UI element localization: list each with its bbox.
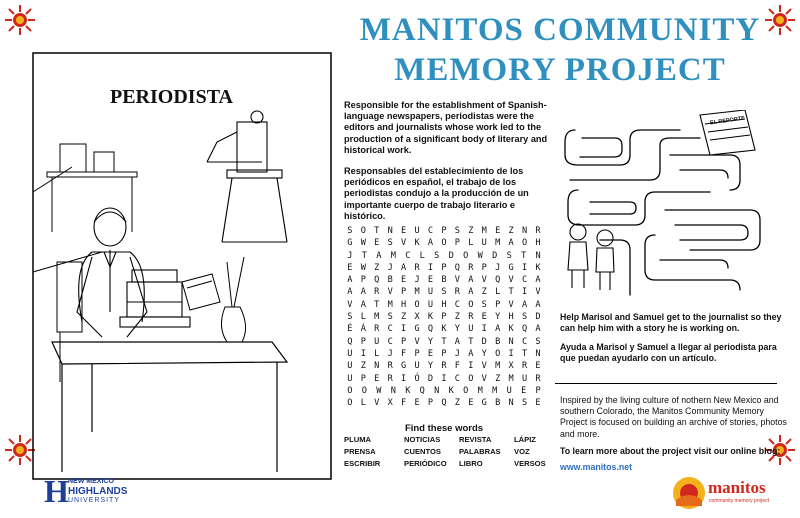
word-list-item: VOZ	[514, 447, 530, 456]
word-search-letter: Z	[481, 287, 487, 298]
word-list-item: REVISTA	[459, 435, 492, 444]
word-search-row	[344, 311, 544, 323]
word-search-letter: U	[468, 324, 474, 335]
word-search-letter: S	[535, 336, 541, 347]
word-search-letter: O	[495, 348, 501, 359]
word-search-letter: N	[508, 398, 514, 409]
word-search-letter: G	[347, 238, 353, 249]
word-search-letter: E	[427, 348, 434, 359]
blog-cta: To learn more about the project visit our online blog:	[560, 446, 781, 456]
page-title-line-2: MEMORY PROJECT	[394, 52, 726, 88]
newspaper-label: EL REPORTE	[709, 115, 746, 127]
word-search-letter: H	[441, 299, 447, 310]
coloring-illustration	[32, 52, 332, 480]
word-search-letter: O	[468, 373, 474, 384]
word-search-letter: E	[495, 226, 501, 236]
word-search-letter: P	[481, 262, 487, 273]
word-search-letter: Q	[347, 336, 353, 347]
word-search-letter: Ó	[414, 373, 420, 384]
word-search-letter: W	[360, 238, 366, 249]
word-search-letter: J	[495, 262, 501, 273]
word-search-letter: Z	[495, 373, 501, 384]
word-search-letter: W	[477, 250, 483, 261]
word-search-row	[344, 286, 544, 298]
word-search-letter: V	[508, 275, 514, 286]
word-search-letter: L	[468, 238, 474, 249]
manitos-name: manitos	[708, 478, 766, 497]
word-search-letter: X	[508, 361, 514, 372]
word-search-letter: N	[535, 250, 541, 261]
word-search-letter: A	[427, 238, 434, 249]
word-search-letter: T	[441, 336, 447, 347]
word-search-letter: A	[360, 299, 366, 310]
word-search-letter: V	[414, 336, 420, 347]
word-search-letter: V	[401, 238, 407, 249]
word-search-letter: T	[374, 226, 380, 236]
word-search-letter: W	[360, 262, 366, 273]
word-search-letter: E	[374, 373, 380, 384]
word-search-letter: W	[376, 385, 382, 396]
word-search-letter: L	[360, 398, 366, 409]
word-search-letter: I	[427, 262, 434, 273]
word-search-letter: N	[387, 226, 393, 236]
word-search-letter: L	[419, 250, 425, 261]
word-search-letter: H	[535, 238, 541, 249]
word-search-letter: P	[401, 336, 407, 347]
word-search-letter: A	[535, 275, 541, 286]
word-search-letter: T	[468, 336, 474, 347]
word-search-letter: R	[374, 324, 380, 335]
word-search-letter: K	[414, 238, 420, 249]
word-search-letter: C	[405, 250, 411, 261]
word-search-letter: R	[535, 226, 541, 236]
word-search-letter: S	[506, 250, 512, 261]
word-search-letter: M	[481, 226, 487, 236]
word-search-letter: P	[441, 348, 447, 359]
word-search-letter: D	[448, 250, 454, 261]
word-search-letter: K	[427, 312, 434, 323]
panel-label: PERIODISTA	[110, 86, 233, 108]
word-search-letter: U	[427, 299, 434, 310]
word-search-letter: C	[387, 336, 393, 347]
word-list	[344, 435, 544, 468]
word-search-letter: R	[468, 312, 474, 323]
word-search-letter: V	[347, 299, 353, 310]
word-search-letter: N	[521, 226, 528, 236]
word-search-letter: T	[361, 250, 367, 261]
word-list-item: PALABRAS	[459, 447, 501, 456]
word-search-letter: U	[347, 348, 353, 359]
word-search-letter: A	[347, 287, 353, 298]
word-search-letter: C	[454, 299, 460, 310]
word-search-letter: U	[347, 361, 353, 372]
word-search-letter: M	[477, 385, 483, 396]
word-search-letter: E	[521, 385, 527, 396]
word-search-letter: I	[468, 361, 474, 372]
word-search-row	[344, 225, 544, 237]
word-search-row	[344, 262, 544, 274]
nmhu-line-3: UNIVERSITY	[68, 497, 121, 504]
word-search-letter: P	[427, 398, 434, 409]
word-search-letter: J	[387, 262, 393, 273]
word-search-letter: V	[481, 373, 487, 384]
word-search-letter: S	[347, 226, 353, 236]
word-search-letter: U	[481, 238, 487, 249]
word-search-letter: E	[535, 361, 541, 372]
word-search-letter: A	[495, 324, 501, 335]
word-search-letter: M	[508, 373, 514, 384]
word-search-letter: M	[495, 361, 501, 372]
word-search-letter: I	[481, 324, 487, 335]
word-search-letter: F	[454, 361, 460, 372]
word-search-letter: C	[521, 275, 528, 286]
description-english: Responsible for the establishment of Spanish-language newspapers, periodistas were the editors and journalists whose work led to the production of a significant body of literary and historical work.	[344, 100, 548, 155]
word-list-item: ESCRIBIR	[344, 459, 381, 468]
word-search-row	[344, 237, 544, 249]
word-search-row	[344, 373, 544, 385]
word-search-letter: P	[535, 385, 541, 396]
word-search-letter: A	[401, 262, 407, 273]
word-search-letter: A	[535, 299, 541, 310]
word-search-letter: H	[401, 299, 407, 310]
word-search-letter: C	[387, 324, 393, 335]
find-words-title: Find these words	[404, 423, 484, 434]
word-search-letter: A	[535, 324, 541, 335]
word-search-letter: G	[508, 262, 514, 273]
divider-line	[555, 383, 777, 384]
zia-sun-icon	[4, 4, 36, 36]
word-search-letter: O	[347, 398, 353, 409]
word-search-letter: E	[374, 238, 380, 249]
word-search-letter: O	[347, 385, 353, 396]
word-search-letter: O	[441, 238, 447, 249]
word-search-letter: N	[374, 361, 380, 372]
word-search-letter: P	[441, 312, 447, 323]
word-search-letter: I	[521, 262, 528, 273]
word-search-letter: N	[508, 336, 514, 347]
nmhu-line-1: NEW MEXICO	[68, 478, 114, 485]
word-search-letter: S	[454, 226, 460, 236]
word-search-letter: I	[521, 287, 528, 298]
word-search-letter: G	[414, 324, 420, 335]
word-search-letter: B	[441, 275, 447, 286]
word-search-letter: M	[492, 385, 498, 396]
word-search-letter: E	[481, 312, 487, 323]
word-search-letter: C	[427, 226, 434, 236]
word-search-letter: A	[468, 348, 474, 359]
word-search-letter: P	[454, 238, 460, 249]
word-search-letter: Y	[454, 324, 460, 335]
word-search-letter: K	[535, 262, 541, 273]
word-search-letter: Q	[374, 275, 380, 286]
maze-instruction-english: Help Marisol and Samuel get to the journalist so they can help him with a story he is working on.	[560, 312, 782, 334]
word-search-letter: S	[434, 250, 440, 261]
word-search-letter: R	[521, 361, 528, 372]
word-search-letter: S	[347, 312, 353, 323]
word-search-letter: O	[360, 226, 366, 236]
word-search-letter: S	[387, 238, 393, 249]
word-search-letter: N	[434, 385, 440, 396]
word-search-letter: V	[374, 398, 380, 409]
word-search-letter: Q	[419, 385, 425, 396]
word-search-row	[344, 397, 544, 409]
word-search-letter: A	[521, 299, 528, 310]
word-search-letter: R	[414, 262, 420, 273]
word-search-row	[344, 336, 544, 348]
word-list-item: PLUMA	[344, 435, 371, 444]
word-search-letter: R	[441, 361, 447, 372]
word-search-letter: M	[414, 287, 420, 298]
word-search-letter: J	[387, 348, 393, 359]
nmhu-line-2: HIGHLANDS	[68, 486, 128, 497]
word-search-letter: A	[360, 287, 366, 298]
word-search-letter: I	[401, 324, 407, 335]
word-search-letter: Z	[468, 226, 474, 236]
word-search-letter: Q	[441, 398, 447, 409]
word-search-letter: S	[521, 398, 528, 409]
word-search-letter: T	[508, 287, 514, 298]
word-search-letter: A	[347, 275, 353, 286]
word-search-letter: Y	[481, 348, 487, 359]
word-search-letter: D	[535, 312, 541, 323]
word-search-row	[344, 348, 544, 360]
word-search-letter: U	[506, 385, 512, 396]
word-search-letter: P	[495, 299, 501, 310]
word-search-letter: T	[521, 250, 527, 261]
word-search-row	[344, 299, 544, 311]
word-search-letter: U	[347, 373, 353, 384]
word-search-letter: O	[463, 250, 469, 261]
word-search-letter: A	[468, 287, 474, 298]
word-search-letter: V	[481, 275, 487, 286]
word-search-letter: S	[481, 299, 487, 310]
word-search-letter: J	[347, 250, 353, 261]
manitos-tagline: community memory project	[709, 498, 770, 504]
word-search-letter: E	[401, 275, 407, 286]
word-search-letter: A	[468, 275, 474, 286]
word-search-row	[344, 385, 544, 397]
word-search-letter: Y	[427, 361, 434, 372]
word-search-letter: S	[521, 312, 528, 323]
word-search-letter: I	[360, 348, 366, 359]
maze-instruction-spanish: Ayuda a Marisol y Samuel a llegar al periodista para que puedan ayudarlo con un artículo.	[560, 342, 777, 364]
word-search-letter: Y	[495, 312, 501, 323]
word-search-letter: Z	[454, 312, 460, 323]
word-search-letter: V	[387, 287, 393, 298]
word-search-letter: U	[427, 287, 434, 298]
word-search-letter: É	[347, 324, 353, 335]
word-search-letter: P	[360, 275, 366, 286]
word-search-letter: Q	[427, 324, 434, 335]
word-search-letter: U	[414, 361, 420, 372]
word-list-item: NOTICIAS	[404, 435, 441, 444]
word-list-item: CUENTOS	[404, 447, 441, 456]
website-link[interactable]: www.manitos.net	[560, 462, 633, 472]
word-search-letter: K	[405, 385, 411, 396]
word-search-letter: E	[468, 398, 474, 409]
word-search-letter: X	[387, 398, 393, 409]
word-search-grid	[344, 225, 544, 409]
word-search-letter: M	[390, 250, 396, 261]
word-search-letter: O	[361, 385, 367, 396]
word-search-letter: P	[360, 336, 366, 347]
word-search-letter: Z	[360, 361, 366, 372]
word-search-letter: U	[521, 373, 528, 384]
word-search-letter: R	[387, 373, 393, 384]
word-search-letter: I	[508, 348, 514, 359]
word-search-letter: R	[535, 373, 541, 384]
word-search-letter: K	[441, 324, 447, 335]
word-search-letter: J	[414, 275, 420, 286]
word-search-letter: D	[492, 250, 498, 261]
word-search-letter: E	[347, 262, 353, 273]
word-search-letter: A	[454, 336, 460, 347]
word-search-letter: S	[441, 287, 447, 298]
word-search-letter: Z	[401, 312, 407, 323]
word-search-letter: P	[414, 348, 420, 359]
word-list-item: PRENSA	[344, 447, 376, 456]
word-search-letter: R	[387, 361, 393, 372]
word-search-letter: B	[387, 275, 393, 286]
word-search-letter: E	[535, 398, 541, 409]
word-search-letter: T	[521, 348, 528, 359]
word-search-letter: D	[427, 373, 434, 384]
word-search-letter: Á	[360, 324, 366, 335]
word-search-letter: E	[401, 226, 407, 236]
word-search-letter: V	[535, 287, 541, 298]
word-search-letter: F	[401, 348, 407, 359]
word-search-letter: J	[454, 348, 460, 359]
word-search-letter: E	[414, 398, 420, 409]
word-search-letter: Q	[454, 262, 460, 273]
word-search-letter: C	[521, 336, 528, 347]
word-search-letter: A	[508, 238, 514, 249]
word-list-item: LÁPIZ	[514, 435, 536, 444]
manitos-logo	[672, 474, 777, 512]
word-search-letter: P	[441, 226, 447, 236]
word-search-letter: L	[495, 287, 501, 298]
word-search-letter: L	[360, 312, 366, 323]
word-search-letter: P	[401, 287, 407, 298]
word-search-row	[344, 323, 544, 335]
word-search-letter: O	[521, 238, 528, 249]
word-search-letter: O	[463, 385, 469, 396]
word-search-letter: U	[374, 336, 380, 347]
word-search-letter: O	[414, 299, 420, 310]
page-title-line-1: MANITOS COMMUNITY	[359, 12, 761, 48]
word-search-letter: O	[468, 299, 474, 310]
description-spanish: Responsables del establecimiento de los periódicos en español, el trabajo de los periodistas condujo a la producción de un importante cuerpo de trabajo literario e histórico.	[344, 166, 529, 221]
word-search-letter: T	[374, 299, 380, 310]
word-search-letter: L	[374, 348, 380, 359]
word-search-letter: X	[414, 312, 420, 323]
word-search-letter: V	[508, 299, 514, 310]
manitos-sun-icon	[672, 476, 706, 510]
word-search-letter: M	[495, 238, 501, 249]
maze-illustration	[560, 110, 775, 305]
word-search-letter: K	[508, 324, 514, 335]
word-search-letter: F	[401, 398, 407, 409]
word-search-letter: Q	[495, 275, 501, 286]
word-search-letter: I	[441, 373, 447, 384]
word-search-letter: N	[390, 385, 396, 396]
word-search-letter: Z	[508, 226, 514, 236]
word-search-row	[344, 250, 544, 262]
word-search-letter: I	[401, 373, 407, 384]
word-search-letter: P	[360, 373, 366, 384]
word-list-item: LIBRO	[459, 459, 483, 468]
word-search-letter: M	[374, 312, 380, 323]
word-search-letter: E	[427, 275, 434, 286]
word-search-letter: V	[481, 361, 487, 372]
word-search-letter: D	[481, 336, 487, 347]
word-search-letter: Q	[521, 324, 528, 335]
word-search-letter: U	[414, 226, 420, 236]
word-search-letter: R	[454, 287, 460, 298]
word-search-letter: N	[535, 348, 541, 359]
word-search-letter: S	[387, 312, 393, 323]
project-about: Inspired by the living culture of nothern New Mexico and southern Colorado, the Manitos Community Memory Project is focused on building an archive of stories, photos and more.	[560, 395, 787, 439]
word-search-letter: M	[387, 299, 393, 310]
word-search-letter: A	[376, 250, 382, 261]
word-search-letter: H	[508, 312, 514, 323]
word-search-letter: G	[401, 361, 407, 372]
word-search-letter: R	[374, 287, 380, 298]
word-search-letter: P	[441, 262, 447, 273]
word-search-letter: Z	[454, 398, 460, 409]
word-search-letter: R	[468, 262, 474, 273]
word-list-item: PERIÓDICO	[404, 459, 447, 468]
word-search-letter: C	[454, 373, 460, 384]
word-search-letter: B	[495, 336, 501, 347]
word-search-row	[344, 360, 544, 372]
nmhu-logo	[44, 473, 144, 510]
word-search-letter: K	[448, 385, 454, 396]
word-search-letter: V	[454, 275, 460, 286]
word-search-letter: Y	[427, 336, 434, 347]
word-search-letter: B	[495, 398, 501, 409]
word-list-item: VERSOS	[514, 459, 546, 468]
nmhu-h-mark: H	[44, 473, 69, 509]
word-search-letter: G	[481, 398, 487, 409]
word-search-row	[344, 274, 544, 286]
word-search-letter: Z	[374, 262, 380, 273]
